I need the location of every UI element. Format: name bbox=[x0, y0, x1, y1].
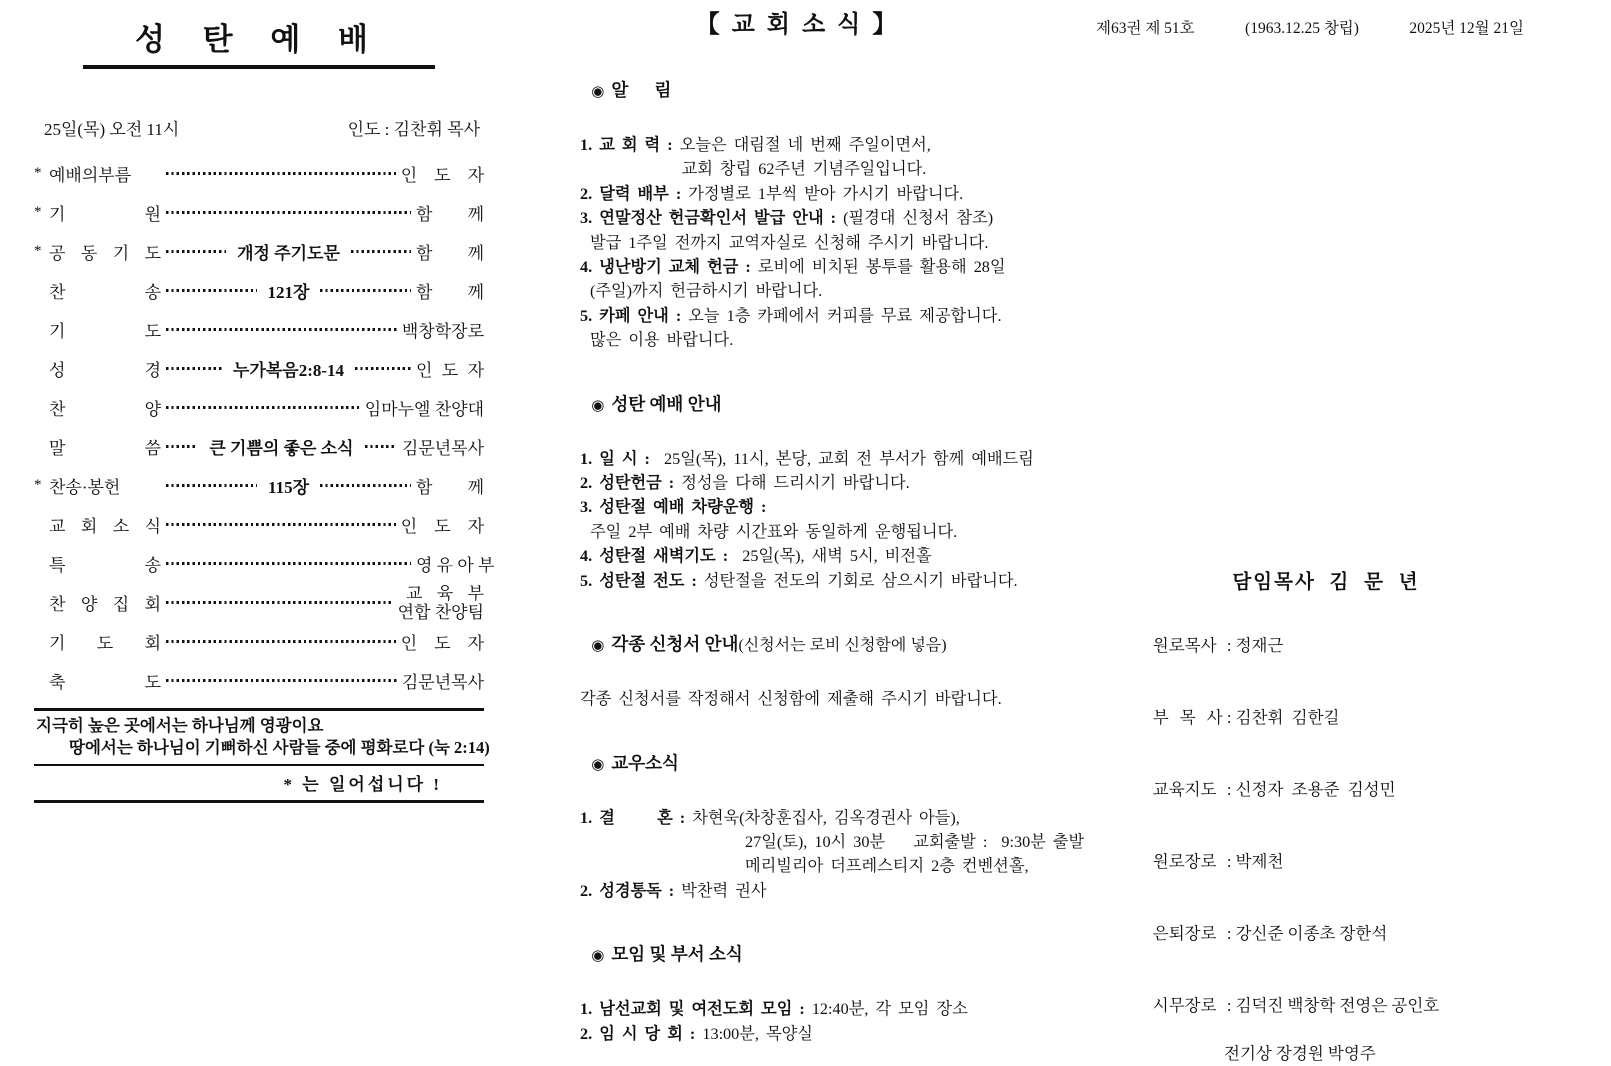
staff-panel bbox=[1128, 566, 1524, 1066]
service-item-label: 말 씀 bbox=[49, 439, 161, 458]
service-item-label: 기 도 bbox=[49, 322, 161, 341]
staff-row bbox=[1128, 610, 1524, 682]
section-items bbox=[565, 687, 1030, 711]
section-body-line: 각종 신청서를 작정해서 신청함에 제출해 주시기 바랍니다. bbox=[580, 690, 1002, 709]
service-item-party: 인 도 자 bbox=[400, 166, 484, 185]
item-term: 4. 냉난방기 교체 헌금 : bbox=[580, 258, 758, 277]
section-items bbox=[565, 133, 1030, 353]
service-item-party: 인 도 자 bbox=[416, 361, 485, 380]
staff-row bbox=[1128, 682, 1524, 754]
service-rows bbox=[34, 154, 495, 700]
staff-role: 원로장로 bbox=[1152, 852, 1217, 871]
dotted-leader bbox=[320, 289, 411, 292]
news-section bbox=[565, 364, 1034, 593]
fisheye-bullet-icon: ◉ bbox=[591, 84, 605, 100]
news-section bbox=[565, 723, 1085, 904]
staff-rows bbox=[1128, 610, 1524, 1066]
issue-date: 2025년 12월 21일 bbox=[1409, 20, 1524, 37]
news-item-line bbox=[565, 1022, 1030, 1046]
service-item-detail: 누가복음2:8-14 bbox=[233, 361, 345, 380]
service-item-party: 인 도 자 bbox=[400, 517, 484, 536]
dotted-leader bbox=[320, 484, 411, 487]
dotted-leader bbox=[166, 367, 222, 370]
news-item-line bbox=[565, 544, 1030, 568]
staff-separator: : bbox=[1222, 996, 1236, 1015]
masthead-issue-line bbox=[1096, 16, 1524, 38]
section-heading: 알 림 bbox=[611, 80, 672, 100]
staff-separator: : bbox=[1222, 780, 1236, 799]
service-item-label: 성 경 bbox=[49, 361, 161, 380]
staff-names: 김덕진 백창학 전영은 공인호 bbox=[1235, 996, 1440, 1015]
service-row bbox=[34, 154, 484, 193]
staff-entry bbox=[1128, 754, 1524, 826]
staff-role: 은퇴장로 bbox=[1152, 924, 1217, 943]
news-item bbox=[565, 806, 1085, 879]
dotted-leader bbox=[365, 445, 397, 448]
section-items bbox=[565, 997, 1030, 1046]
service-row bbox=[34, 271, 484, 310]
dotted-leader bbox=[351, 250, 411, 253]
item-text: 오늘 1층 카페에서 커피를 무료 제공합니다. bbox=[688, 306, 1002, 325]
fisheye-bullet-icon: ◉ bbox=[591, 756, 605, 773]
news-item-line bbox=[565, 569, 1030, 593]
staff-names: 강신준 이종초 장한석 bbox=[1235, 924, 1388, 943]
dotted-leader bbox=[166, 640, 396, 643]
service-row bbox=[34, 427, 484, 466]
service-item-party-line1: 교 육 부 bbox=[406, 583, 484, 603]
service-item-detail: 개정 주기도문 bbox=[237, 244, 340, 263]
staff-role: 원로목사 bbox=[1152, 636, 1217, 655]
dotted-leader bbox=[166, 406, 360, 409]
staff-names: 신정자 조용준 김성민 bbox=[1235, 780, 1396, 799]
dotted-leader bbox=[166, 445, 198, 448]
section-heading: 성탄 예배 안내 bbox=[611, 393, 722, 414]
section-items bbox=[565, 447, 1034, 593]
dotted-leader bbox=[166, 523, 396, 526]
stand-marker: * bbox=[34, 243, 42, 259]
service-item-label: 공 동 기 도 bbox=[49, 244, 161, 263]
dotted-leader bbox=[166, 289, 257, 292]
service-item-party: 함 께 bbox=[416, 283, 484, 302]
section-heading-row bbox=[565, 723, 1030, 806]
service-row bbox=[34, 661, 484, 700]
news-item-line bbox=[565, 182, 1030, 206]
news-item bbox=[565, 255, 1030, 304]
news-sections bbox=[565, 50, 1085, 1046]
staff-names: 김찬휘 김한길 bbox=[1235, 708, 1340, 727]
item-text: (필경대 신청서 참조) bbox=[843, 209, 994, 228]
staff-separator: : bbox=[1222, 852, 1236, 871]
stand-marker: * bbox=[34, 477, 42, 493]
worship-datetime: 25일(목) 오전 11시 bbox=[44, 120, 180, 139]
section-heading-row bbox=[565, 604, 1030, 687]
service-row bbox=[34, 193, 484, 232]
dotted-leader bbox=[166, 328, 397, 331]
service-item-party: 함 께 bbox=[416, 478, 485, 497]
news-item-line bbox=[565, 255, 1030, 279]
service-row bbox=[34, 505, 484, 544]
title-underline bbox=[83, 65, 435, 69]
service-row bbox=[34, 583, 484, 622]
staff-entry bbox=[1128, 682, 1524, 754]
service-item-label: 예배의부름 bbox=[49, 166, 132, 185]
service-item-party: 영 유 아 부 bbox=[416, 556, 495, 575]
news-item bbox=[565, 879, 1030, 903]
news-item bbox=[565, 997, 1030, 1021]
staff-names: 박제천 bbox=[1235, 852, 1284, 871]
news-item-line bbox=[565, 495, 1030, 519]
service-item-label: 기 원 bbox=[49, 205, 161, 224]
stand-marker: * bbox=[34, 204, 42, 220]
issue-volume: 제63권 제 51호 bbox=[1096, 20, 1195, 37]
item-term: 1. 결 혼 : bbox=[580, 808, 693, 827]
section-heading: 교우소식 bbox=[611, 752, 679, 773]
item-continuation-line: 발급 1주일 전까지 교역자실로 신청해 주시기 바랍니다. bbox=[590, 233, 989, 252]
dotted-leader bbox=[166, 211, 411, 214]
item-term: 3. 성탄절 예배 차량운행 : bbox=[580, 498, 774, 517]
staff-role: 시무장로 bbox=[1152, 996, 1217, 1015]
staff-names-continuation: 전기상 장경원 박영주 bbox=[1224, 1044, 1376, 1063]
news-item bbox=[565, 495, 1030, 544]
service-row bbox=[34, 544, 495, 583]
dotted-leader bbox=[166, 250, 226, 253]
news-item-line bbox=[565, 997, 1030, 1021]
fisheye-bullet-icon: ◉ bbox=[591, 397, 605, 414]
news-item-line bbox=[565, 133, 1030, 157]
service-row bbox=[34, 349, 484, 388]
staff-separator: : bbox=[1222, 636, 1236, 655]
dotted-leader bbox=[355, 367, 411, 370]
verse-line-1: 지극히 높은 곳에서는 하나님께 영광이요 bbox=[36, 716, 324, 735]
dotted-leader bbox=[166, 484, 257, 487]
dotted-leader bbox=[166, 679, 397, 682]
service-item-label: 교 회 소 식 bbox=[49, 517, 161, 536]
service-item-party: 인 도 자 bbox=[400, 634, 484, 653]
fisheye-bullet-icon: ◉ bbox=[591, 638, 605, 655]
service-item-party: 백창학장로 bbox=[401, 322, 484, 341]
worship-title: 성 탄 예 배 bbox=[134, 22, 384, 57]
news-item-line bbox=[565, 806, 1030, 830]
stand-marker: * bbox=[34, 165, 42, 181]
staff-names: 정재근 bbox=[1235, 636, 1284, 655]
worship-leader: 인도 : 김찬휘 목사 bbox=[347, 120, 480, 139]
news-item bbox=[565, 569, 1030, 593]
item-text: 12:40분, 각 모임 장소 bbox=[811, 1000, 968, 1019]
service-item-party: 함 께 bbox=[416, 205, 484, 224]
news-title: 【 교 회 소 식 】 bbox=[695, 12, 900, 38]
news-item-line bbox=[565, 206, 1030, 230]
section-note: (신청서는 로비 신청함에 넣음) bbox=[738, 637, 947, 655]
item-continuation-line: 27일(토), 10시 30분 교회출발 : 9:30분 출발 bbox=[590, 832, 1085, 851]
staff-role: 교육지도 bbox=[1152, 780, 1217, 799]
section-heading: 각종 신청서 안내 bbox=[611, 634, 739, 655]
dotted-leader bbox=[166, 601, 393, 604]
news-item-line bbox=[565, 879, 1030, 903]
news-item bbox=[565, 1022, 1030, 1046]
item-text: 오늘은 대림절 네 번째 주일이면서, bbox=[679, 136, 931, 154]
item-text: 가정별로 1부씩 받아 가시기 바랍니다. bbox=[688, 184, 964, 203]
news-section bbox=[565, 50, 1030, 353]
item-text: 25일(목), 새벽 5시, 비전홀 bbox=[735, 547, 932, 566]
service-item-party: 함 께 bbox=[416, 244, 485, 263]
staff-separator: : bbox=[1222, 708, 1236, 727]
staff-entry bbox=[1128, 970, 1524, 1066]
staff-row bbox=[1128, 898, 1524, 970]
staff-entry bbox=[1128, 898, 1524, 970]
news-item bbox=[565, 304, 1030, 353]
issue-founded: (1963.12.25 창립) bbox=[1245, 20, 1359, 37]
section-items bbox=[565, 806, 1085, 904]
staff-entry bbox=[1128, 826, 1524, 898]
service-item-party: 김문년목사 bbox=[401, 673, 484, 692]
item-term: 2. 달력 배부 : bbox=[580, 184, 689, 203]
news-item bbox=[565, 471, 1030, 495]
staff-row bbox=[1128, 826, 1524, 898]
senior-pastor-heading: 담임목사 김 문 년 bbox=[1232, 572, 1420, 593]
stand-note: * 는 일어섭니다 ! bbox=[283, 775, 442, 794]
news-section bbox=[565, 604, 1030, 711]
item-term: 5. 카페 안내 : bbox=[580, 306, 689, 325]
news-item-line bbox=[565, 471, 1030, 495]
item-text: 박찬력 권사 bbox=[681, 881, 767, 900]
service-item-party: 임마누엘 찬양대 bbox=[364, 400, 484, 419]
item-term: 1. 남선교회 및 여전도회 모임 : bbox=[580, 1000, 812, 1019]
item-continuation-line: 많은 이용 바랍니다. bbox=[590, 331, 734, 350]
item-continuation-line: 주일 2부 예배 차량 시간표와 동일하게 운행됩니다. bbox=[590, 522, 958, 541]
worship-info-row bbox=[34, 115, 484, 140]
service-row bbox=[34, 310, 484, 349]
dotted-leader bbox=[166, 172, 396, 175]
service-item-label: 축 도 bbox=[49, 673, 161, 692]
service-item-label: 찬송·봉헌 bbox=[49, 478, 121, 497]
staff-separator: : bbox=[1222, 924, 1236, 943]
item-term: 1. 일 시 : bbox=[580, 449, 657, 468]
fisheye-bullet-icon: ◉ bbox=[591, 948, 605, 965]
item-text: 13:00분, 목양실 bbox=[702, 1024, 813, 1043]
service-row bbox=[34, 388, 484, 427]
news-item bbox=[565, 133, 1030, 182]
section-heading-row bbox=[565, 914, 1030, 997]
item-text: 25일(목), 11시, 본당, 교회 전 부서가 함께 예배드림 bbox=[657, 449, 1034, 468]
item-text: 성탄절을 전도의 기회로 삼으시기 바랍니다. bbox=[703, 571, 1018, 590]
item-continuation-line: (주일)까지 헌금하시기 바랍니다. bbox=[590, 282, 823, 301]
staff-entry bbox=[1128, 610, 1524, 682]
service-item-detail: 큰 기쁨의 좋은 소식 bbox=[209, 439, 354, 458]
item-text: 정성을 다해 드리시기 바랍니다. bbox=[681, 474, 910, 493]
section-heading-row bbox=[565, 364, 1030, 447]
item-term: 2. 성탄헌금 : bbox=[580, 474, 682, 493]
item-term: 2. 성경통독 : bbox=[580, 881, 682, 900]
news-item-line bbox=[565, 447, 1034, 471]
service-item-label: 기 도 회 bbox=[49, 634, 161, 653]
scripture-verse bbox=[34, 711, 490, 764]
item-term: 2. 임 시 당 회 : bbox=[580, 1024, 703, 1043]
service-item-detail: 115장 bbox=[268, 478, 309, 497]
church-news-panel bbox=[565, 4, 1085, 1046]
service-item-party: 김문년목사 bbox=[401, 439, 485, 458]
staff-row bbox=[1128, 754, 1524, 826]
service-row bbox=[34, 622, 484, 661]
item-continuation-line: 메리빌리아 더프레스티지 2층 컨벤션홀, bbox=[590, 857, 1029, 876]
verse-line-2: 땅에서는 하나님이 기뻐하신 사람들 중에 평화로다 (눅 2:14) bbox=[36, 738, 490, 757]
service-item-party-line2: 연합 찬양팀 bbox=[397, 602, 484, 622]
worship-footer-box bbox=[34, 708, 490, 803]
section-heading-row bbox=[565, 50, 1030, 133]
service-item-detail: 121장 bbox=[267, 283, 310, 302]
item-text: 차현욱(차창훈집사, 김옥경권사 아들), bbox=[692, 808, 960, 827]
service-row bbox=[34, 232, 484, 271]
item-continuation-line: 교회 창립 62주년 기념주일입니다. bbox=[590, 160, 927, 179]
item-term: 1. 교 회 력 : bbox=[580, 136, 680, 154]
service-item-label: 찬 양 집 회 bbox=[49, 595, 161, 614]
news-item bbox=[565, 544, 1030, 568]
news-item-line bbox=[565, 304, 1030, 328]
service-item-label: 찬 양 bbox=[49, 400, 161, 419]
service-row bbox=[34, 466, 484, 505]
news-item bbox=[565, 447, 1034, 471]
item-text: 로비에 비치된 봉투를 활용해 28일 bbox=[757, 258, 1006, 277]
service-item-party bbox=[398, 584, 484, 622]
news-item bbox=[565, 182, 1030, 206]
item-term: 3. 연말정산 헌금확인서 발급 안내 : bbox=[580, 209, 844, 228]
section-heading: 모임 및 부서 소식 bbox=[611, 944, 743, 965]
news-section bbox=[565, 914, 1030, 1046]
staff-row bbox=[1128, 970, 1524, 1042]
worship-order-panel bbox=[34, 8, 495, 803]
service-item-label: 특 송 bbox=[49, 556, 161, 575]
service-item-label: 찬 송 bbox=[49, 283, 161, 302]
dotted-leader bbox=[166, 562, 411, 565]
staff-role: 부 목 사 bbox=[1152, 708, 1223, 727]
item-term: 5. 성탄절 전도 : bbox=[580, 571, 704, 590]
news-item bbox=[565, 206, 1030, 255]
item-term: 4. 성탄절 새벽기도 : bbox=[580, 547, 736, 566]
